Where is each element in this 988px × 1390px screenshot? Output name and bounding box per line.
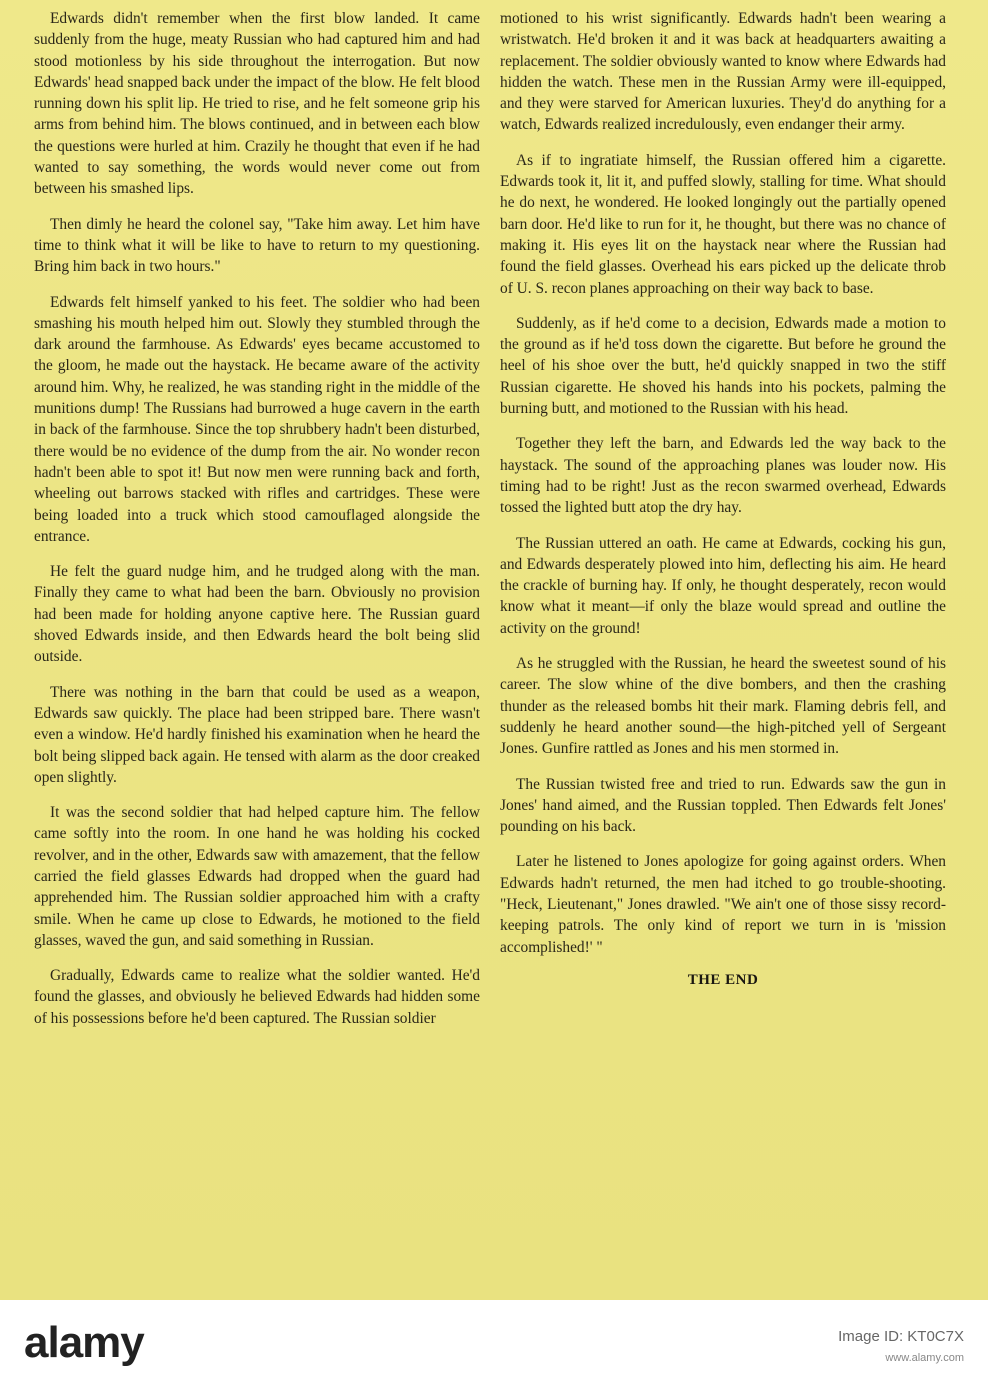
- right-text-column: [500, 8, 946, 989]
- paragraph: Edwards felt himself yanked to his feet. The soldier who had been smashing his mouth helped him out. Slowly they stumbled through the dark around the farmhouse. As Edwards' eyes became accustomed to the gloom, he made out the haystack. He became aware of the activity around him. Why, he realized, he was standing right in the middle of the munitions dump! The Russians had burrowed a huge cavern in the earth in back of the farmhouse. Since the top shrubbery hadn't been disturbed, there would be no evidence of the dump from the air. No wonder recon hadn't been able to spot it! But now men were running back and forth, wheeling out barrows stacked with rifles and cartridges. These were being loaded into a truck which stood camouflaged alongside the entrance.: [34, 293, 480, 545]
- paragraph: As if to ingratiate himself, the Russian offered him a cigarette. Edwards took it, lit it, and puffed slowly, stalling for time. What should he do next, he wondered. He looked longingly out the partially opened barn door. He'd like to run for it, he thought, but there was no chance of making it. His eyes lit on the haystack near where the Russian had found the field glasses. Overhead his ears picked up the delicate throb of U. S. recon planes approaching on their way back to base.: [500, 151, 946, 297]
- stock-footer: [0, 1300, 988, 1390]
- paragraph: There was nothing in the barn that could be used as a weapon, Edwards saw quickly. The place had been stripped bare. There wasn't even a window. He'd hardly finished his examination when he heard the bolt being slipped back again. He tensed with alarm as the door creaked open slightly.: [34, 683, 480, 786]
- paragraph: Suddenly, as if he'd come to a decision, Edwards made a motion to the ground as if he'd toss down the cigarette. But before he ground the heel of his shoe over the butt, he'd quickly snapped in two the stiff Russian cigarette. He shoved his hands into his pockets, palming the burning butt, and motioned to the Russian with his head.: [500, 314, 946, 418]
- site-url[interactable]: www.alamy.com: [885, 1352, 964, 1364]
- brand-logo[interactable]: alamy: [24, 1318, 144, 1367]
- left-text-column: [34, 8, 480, 1043]
- paragraph: motioned to his wrist significantly. Edwards hadn't been wearing a wristwatch. He'd broken it and it was back at headquarters awaiting a replacement. The soldier obviously wanted to know where Edwards had hidden the watch. These men in the Russian Army were ill-equipped, and they were starved for American luxuries. They'd do anything for a watch, Edwards realized incredulously, even endanger their army.: [500, 10, 946, 134]
- the-end-mark: THE END: [687, 971, 759, 988]
- paragraph: Later he listened to Jones apologize for going against orders. When Edwards hadn't returned, the men had itched to go trouble-shooting. "Heck, Lieutenant," Jones drawled. "We ain't one of those sissy record-keeping patrols. The only kind of report we turn in is 'mission accomplished!' ": [500, 853, 946, 956]
- paragraph: As he struggled with the Russian, he heard the sweetest sound of his career. The slow whine of the dive bombers, and then the crashing thunder as the released bombs hit their mark. Flaming debris fell, and suddenly he heard another sound—the high-pitched yell of Sergeant Jones. Gunfire rattled as Jones and his men stormed in.: [500, 655, 946, 758]
- paragraph: Then dimly he heard the colonel say, "Take him away. Let him have time to think what it will be like to have to return to my questioning. Bring him back in two hours.": [34, 215, 480, 276]
- paragraph: The Russian uttered an oath. He came at Edwards, cocking his gun, and Edwards desperately plowed into him, deflecting his aim. He heard the crackle of burning hay. If only, he thought desperately, recon would know what it meant—if only the blaze would spread and outline the activity on the ground!: [500, 534, 946, 637]
- paragraph: Together they left the barn, and Edwards led the way back to the haystack. The sound of the approaching planes was louder now. His timing had to be right! Just as the recon swarmed overhead, Edwards tossed the lighted butt atop the dry hay.: [500, 435, 946, 517]
- paragraph: The Russian twisted free and tried to run. Edwards saw the gun in Jones' hand aimed, and the Russian toppled. Then Edwards felt Jones' pounding on his back.: [500, 775, 946, 836]
- paragraph: Edwards didn't remember when the first blow landed. It came suddenly from the huge, meaty Russian who had captured him and had stood motionless by his side throughout the interrogation. But now Edwards' head snapped back under the impact of the blow. He felt blood running down his split lip. He tried to rise, and he felt someone grip his arms from behind him. The blows continued, and in between each blow the questions were hurled at him. Crazily he thought that even if he had wanted to say something, the words would never come out from between his smashed lips.: [34, 10, 480, 198]
- paragraph: Gradually, Edwards came to realize what the soldier wanted. He'd found the glasses, and obviously he believed Edwards had hidden some of his possessions before he'd been captured. The Russian soldier: [34, 967, 480, 1027]
- paragraph: He felt the guard nudge him, and he trudged along with the man. Finally they came to what had been the barn. Obviously no provision had been made for holding anyone captive here. The Russian guard shoved Edwards inside, and then Edwards heard the bolt being slid outside.: [34, 563, 480, 666]
- image-id-label: Image ID: KT0C7X: [838, 1328, 964, 1345]
- paragraph: It was the second soldier that had helped capture him. The fellow came softly into the room. In one hand he was holding his cocked revolver, and in the other, Edwards saw with amazement, that the fellow carried the field glasses Edwards had dropped when the guard had apprehended him. The Russian soldier approached him with a crafty smile. When he came up close to Edwards, he motioned to the field glasses, waved the gun, and said something in Russian.: [34, 804, 480, 949]
